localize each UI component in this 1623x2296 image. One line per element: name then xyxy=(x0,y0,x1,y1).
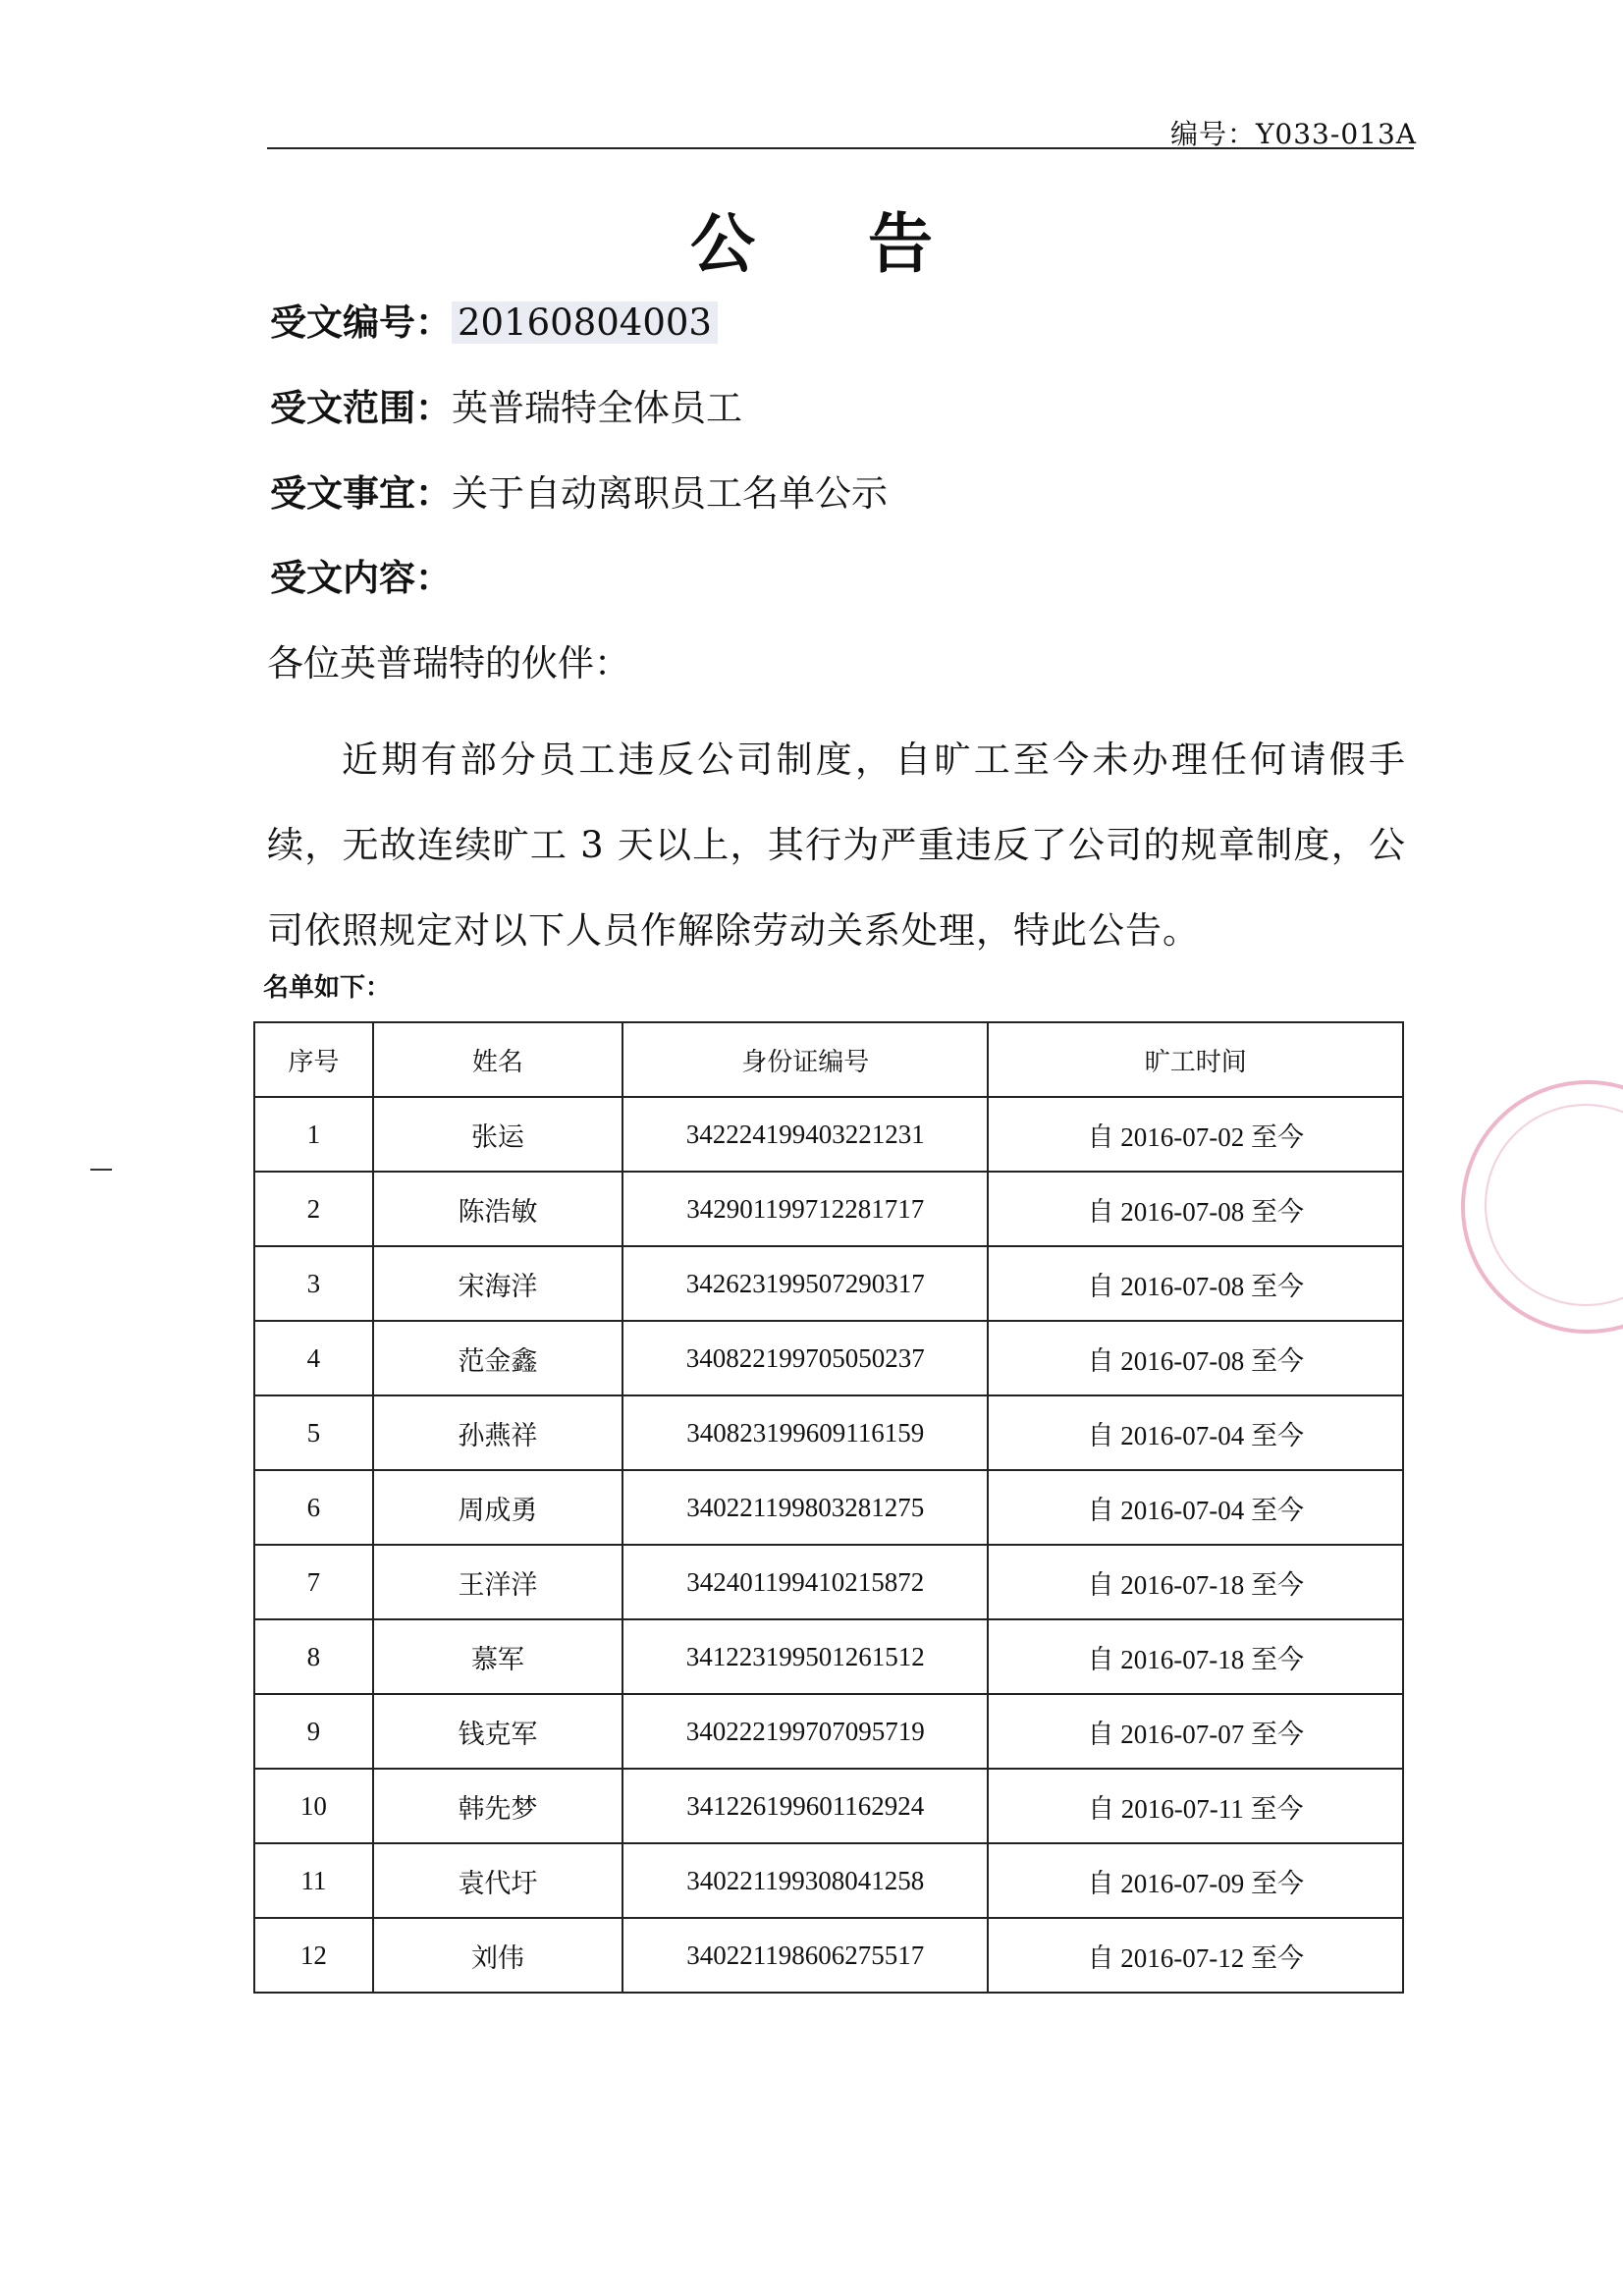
row-index: 4 xyxy=(254,1321,373,1395)
list-heading: 名单如下： xyxy=(263,973,392,1003)
row-name: 周成勇 xyxy=(373,1470,622,1545)
row-name: 韩先梦 xyxy=(373,1769,622,1843)
row-index: 5 xyxy=(254,1395,373,1470)
table-row xyxy=(254,1172,1403,1246)
row-absence-period: 自 2016-07-04 至今 xyxy=(988,1470,1403,1545)
table-row xyxy=(254,1694,1403,1769)
table-row xyxy=(254,1769,1403,1843)
header-rule xyxy=(267,147,1414,149)
row-absence-period: 自 2016-07-12 至今 xyxy=(988,1918,1403,1993)
row-absence-period: 自 2016-07-08 至今 xyxy=(988,1246,1403,1321)
row-name: 慕军 xyxy=(373,1619,622,1694)
table-row xyxy=(254,1843,1403,1918)
table-row xyxy=(254,1321,1403,1395)
row-id-number: 340222199707095719 xyxy=(622,1694,988,1769)
row-absence-period: 自 2016-07-18 至今 xyxy=(988,1619,1403,1694)
row-id-number: 342901199712281717 xyxy=(622,1172,988,1246)
row-index: 6 xyxy=(254,1470,373,1545)
row-name: 袁代圩 xyxy=(373,1843,622,1918)
row-id-number: 341226199601162924 xyxy=(622,1769,988,1843)
scope-value: 英普瑞特全体员工 xyxy=(452,387,742,429)
field-scope xyxy=(270,378,742,431)
document-code: 编号：Y033-013A xyxy=(1169,118,1417,150)
field-document-number xyxy=(270,293,718,346)
row-id-number: 340823199609116159 xyxy=(622,1395,988,1470)
table-header-row xyxy=(254,1022,1403,1097)
row-name: 陈浩敏 xyxy=(373,1172,622,1246)
table-row xyxy=(254,1918,1403,1993)
table-row xyxy=(254,1097,1403,1172)
row-id-number: 342401199410215872 xyxy=(622,1545,988,1619)
row-id-number: 340822199705050237 xyxy=(622,1321,988,1395)
header-name: 姓名 xyxy=(373,1022,622,1097)
header-absence-period: 旷工时间 xyxy=(988,1022,1403,1097)
row-index: 7 xyxy=(254,1545,373,1619)
row-id-number: 340221198606275517 xyxy=(622,1918,988,1993)
field-content xyxy=(270,548,452,601)
row-index: 1 xyxy=(254,1097,373,1172)
row-absence-period: 自 2016-07-08 至今 xyxy=(988,1172,1403,1246)
row-name: 宋海洋 xyxy=(373,1246,622,1321)
table-row xyxy=(254,1395,1403,1470)
row-id-number: 341223199501261512 xyxy=(622,1619,988,1694)
row-name: 范金鑫 xyxy=(373,1321,622,1395)
row-name: 刘伟 xyxy=(373,1918,622,1993)
salutation: 各位英普瑞特的伙伴： xyxy=(267,642,630,684)
row-index: 3 xyxy=(254,1246,373,1321)
row-absence-period: 自 2016-07-08 至今 xyxy=(988,1321,1403,1395)
row-index: 11 xyxy=(254,1843,373,1918)
row-id-number: 342224199403221231 xyxy=(622,1097,988,1172)
table-row xyxy=(254,1545,1403,1619)
row-absence-period: 自 2016-07-11 至今 xyxy=(988,1769,1403,1843)
row-absence-period: 自 2016-07-18 至今 xyxy=(988,1545,1403,1619)
subject-label: 受文事宜： xyxy=(270,472,452,515)
row-name: 王洋洋 xyxy=(373,1545,622,1619)
row-id-number: 340221199803281275 xyxy=(622,1470,988,1545)
dismissal-table xyxy=(253,1021,1404,1994)
document-number-label: 受文编号： xyxy=(270,301,452,344)
subject-value: 关于自动离职员工名单公示 xyxy=(452,472,888,515)
table-row xyxy=(254,1619,1403,1694)
row-absence-period: 自 2016-07-04 至今 xyxy=(988,1395,1403,1470)
row-index: 10 xyxy=(254,1769,373,1843)
content-label: 受文内容： xyxy=(270,557,452,599)
page-title: 公 告 xyxy=(690,206,978,282)
row-name: 张运 xyxy=(373,1097,622,1172)
header-id-number: 身份证编号 xyxy=(622,1022,988,1097)
header-index: 序号 xyxy=(254,1022,373,1097)
table-row xyxy=(254,1246,1403,1321)
row-index: 12 xyxy=(254,1918,373,1993)
row-index: 2 xyxy=(254,1172,373,1246)
row-index: 9 xyxy=(254,1694,373,1769)
document-number-value: 20160804003 xyxy=(452,301,718,344)
row-absence-period: 自 2016-07-07 至今 xyxy=(988,1694,1403,1769)
row-id-number: 340221199308041258 xyxy=(622,1843,988,1918)
margin-mark xyxy=(90,1169,112,1171)
row-absence-period: 自 2016-07-02 至今 xyxy=(988,1097,1403,1172)
body-paragraph: 近期有部分员工违反公司制度，自旷工至今未办理任何请假手续，无故连续旷工 3 天以上，其行为严重违反了公司的规章制度，公司依照规定对以下人员作解除劳动关系处理，特此公告。 xyxy=(267,738,1406,952)
table-row xyxy=(254,1470,1403,1545)
scope-label: 受文范围： xyxy=(270,387,452,429)
row-name: 钱克军 xyxy=(373,1694,622,1769)
row-index: 8 xyxy=(254,1619,373,1694)
row-absence-period: 自 2016-07-09 至今 xyxy=(988,1843,1403,1918)
row-name: 孙燕祥 xyxy=(373,1395,622,1470)
field-subject xyxy=(270,464,888,517)
row-id-number: 342623199507290317 xyxy=(622,1246,988,1321)
